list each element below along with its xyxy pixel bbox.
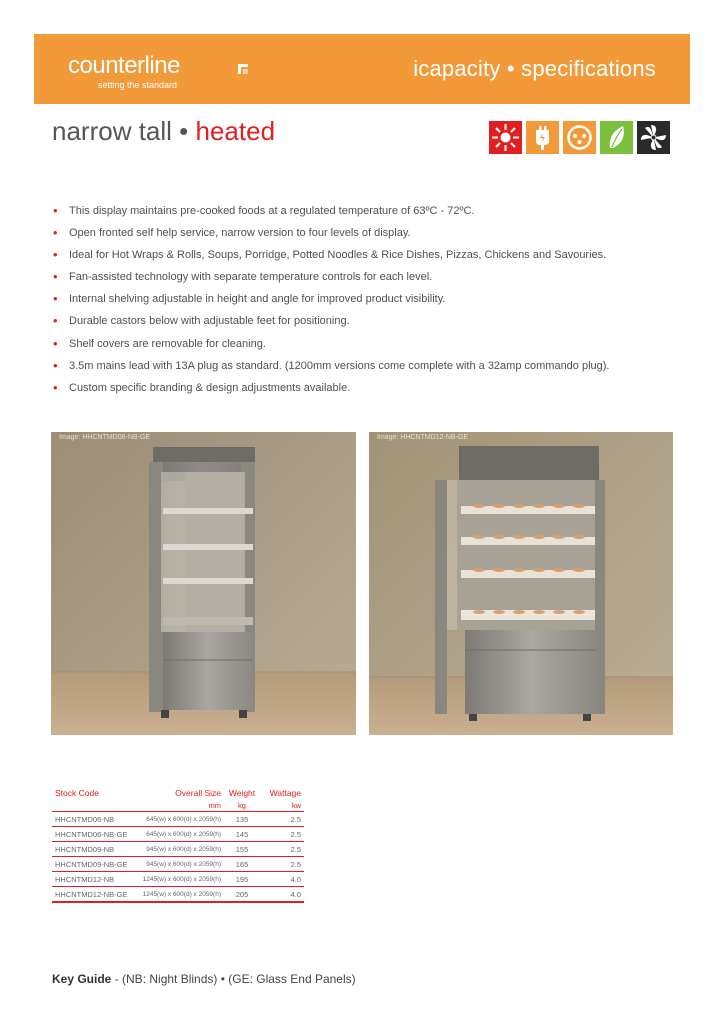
- leaf-icon: [600, 121, 633, 154]
- table-cell: 205: [225, 887, 259, 903]
- table-cell: HHCNTMD09-NB-GE: [52, 857, 133, 872]
- table-cell: HHCNTMD06-NB: [52, 812, 133, 827]
- table-cell: 2.5: [259, 812, 304, 827]
- key-guide-text: - (NB: Night Blinds) • (GE: Glass End Panels): [111, 972, 356, 986]
- table-cell: HHCNTMD12-NB: [52, 872, 133, 887]
- plug-icon: [526, 121, 559, 154]
- product-title-accent: heated: [195, 116, 276, 146]
- header-title: icapacity • specifications: [413, 56, 656, 81]
- spec-table: [52, 786, 304, 903]
- feature-list: [52, 200, 692, 399]
- table-cell: 135: [225, 812, 259, 827]
- table-cell: 945(w) x 600(d) x 2059(h): [133, 857, 225, 872]
- image-caption: Image: HHCNTMD06-NB-GE: [59, 434, 151, 441]
- logo-mark-icon: [236, 62, 250, 76]
- table-cell: 1245(w) x 600(d) x 2059(h): [133, 872, 225, 887]
- column-header: Wattage: [269, 787, 301, 798]
- narrow-unit-illustration: [51, 432, 356, 735]
- unit-label: kg: [225, 799, 259, 812]
- product-image-wide: [369, 432, 673, 735]
- key-guide-label: Key Guide: [52, 972, 112, 986]
- unit-label: mm: [133, 799, 225, 812]
- product-image-narrow: [51, 432, 356, 735]
- fan-icon: [637, 121, 670, 154]
- table-row: [52, 812, 304, 827]
- list-item: • 3.5m mains lead with 13A plug as standard. (1200mm versions come complete with a 32amp commando plug).: [52, 355, 692, 377]
- table-units-row: [52, 799, 304, 812]
- table-cell: 945(w) x 600(d) x 2059(h): [133, 842, 225, 857]
- table-cell: 2.5: [259, 842, 304, 857]
- list-item: • Fan-assisted technology with separate temperature controls for each level.: [52, 266, 692, 288]
- list-item: • Ideal for Hot Wraps & Rolls, Soups, Porridge, Potted Noodles & Rice Dishes, Pizzas, Chickens and Savouries.: [52, 244, 692, 266]
- table-cell: 165: [225, 857, 259, 872]
- unit-label: [52, 799, 133, 812]
- product-title-main: narrow tall •: [52, 116, 189, 146]
- column-header: Overall Size: [175, 787, 221, 798]
- socket-icon: [563, 121, 596, 154]
- table-cell: 145: [225, 827, 259, 842]
- image-caption: Image: HHCNTMD12-NB-GE: [377, 434, 469, 441]
- product-title: [52, 116, 275, 147]
- table-cell: 4.0: [259, 872, 304, 887]
- column-header: Weight: [228, 787, 256, 798]
- unit-label: kw: [259, 799, 304, 812]
- table-row: [52, 842, 304, 857]
- brand-name: counterline: [68, 52, 180, 79]
- table-header-row: [52, 786, 304, 799]
- wide-unit-illustration: [369, 432, 673, 735]
- table-cell: 195: [225, 872, 259, 887]
- feature-icons: [489, 121, 670, 154]
- table-row: [52, 872, 304, 887]
- table-cell: 645(w) x 600(d) x 2059(h): [133, 812, 225, 827]
- header-band: [34, 34, 690, 104]
- list-item: • Open fronted self help service, narrow version to four levels of display.: [52, 222, 692, 244]
- table-cell: 2.5: [259, 857, 304, 872]
- table-row: [52, 827, 304, 842]
- table-row: [52, 887, 304, 903]
- list-item: • This display maintains pre-cooked foods at a regulated temperature of 63ºC - 72ºC.: [52, 200, 692, 222]
- key-guide: [52, 972, 356, 986]
- table-cell: 4.0: [259, 887, 304, 903]
- list-item: • Internal shelving adjustable in height and angle for improved product visibility.: [52, 288, 692, 310]
- table-cell: HHCNTMD06-NB-GE: [52, 827, 133, 842]
- column-header: Stock Code: [55, 787, 99, 798]
- table-cell: 2.5: [259, 827, 304, 842]
- table-cell: HHCNTMD12-NB-GE: [52, 887, 133, 903]
- table-cell: 155: [225, 842, 259, 857]
- brand-tagline: setting the standard: [98, 80, 178, 90]
- table-cell: HHCNTMD09-NB: [52, 842, 133, 857]
- list-item: • Shelf covers are removable for cleaning.: [52, 333, 692, 355]
- table-row: [52, 857, 304, 872]
- counterline-logo: [68, 52, 180, 90]
- list-item: • Custom specific branding & design adjustments available.: [52, 377, 692, 399]
- list-item: • Durable castors below with adjustable feet for positioning.: [52, 310, 692, 332]
- table-cell: 645(w) x 600(d) x 2059(h): [133, 827, 225, 842]
- table-cell: 1245(w) x 600(d) x 2059(h): [133, 887, 225, 903]
- heat-sun-icon: [489, 121, 522, 154]
